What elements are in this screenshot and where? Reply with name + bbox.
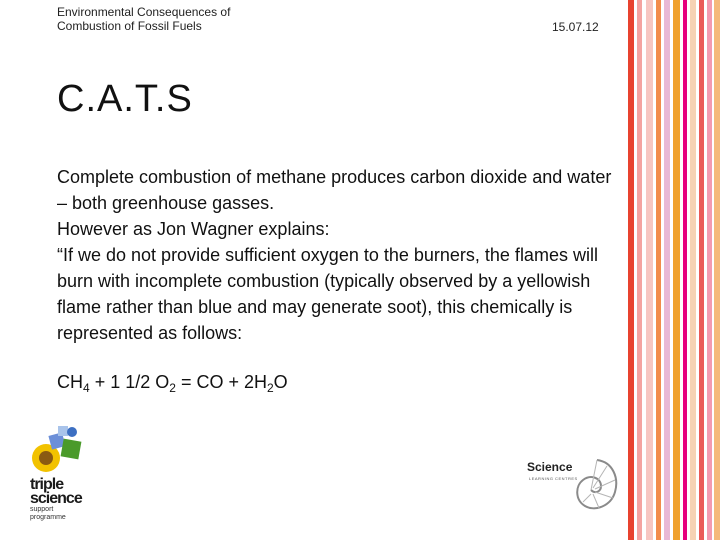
slide-title: C.A.T.S [57,78,193,120]
triple-science-logo [28,420,118,520]
stripe [656,0,661,540]
sunflower-cube-icon [28,420,118,480]
chemical-equation: $CH_4 + 1$ 1/2 $O_2$ = CO + $2H_2O$ [57,372,288,395]
science-learning-centres-logo [527,456,622,516]
paragraph-combustion: Complete combustion of methane produces carbon dioxide and water – both greenhouse gasses. [57,167,612,213]
decorative-stripes [620,0,720,540]
slc-subtitle: LEARNING CENTRES [529,476,578,481]
stripe [707,0,712,540]
stripe [699,0,704,540]
stripe [690,0,696,540]
nautilus-shell-icon [573,456,621,514]
paragraph-quote: “If we do not provide sufficient oxygen to the burners, the flames will burn with incomplete combustion (typically observed by a yellowish flame rather than blue and may generate soot), this chemically is represented as follows: [57,245,598,343]
stripe [683,0,687,540]
stripe [664,0,670,540]
header-title [57,5,230,33]
stripe [673,0,680,540]
body-text [57,164,617,346]
stripe [628,0,634,540]
header-title-line1: Environmental Consequences of [57,5,231,19]
header-title-line2: Combustion of Fossil Fuels [57,19,202,33]
slc-wordmark: Science [527,460,573,474]
triple-science-wordmark: triple science support programme [30,476,82,521]
stripe [714,0,720,540]
header-date: 15.07.12 [552,20,599,34]
stripe [646,0,653,540]
stripe [637,0,642,540]
paragraph-however: However as Jon Wagner explains: [57,219,330,239]
